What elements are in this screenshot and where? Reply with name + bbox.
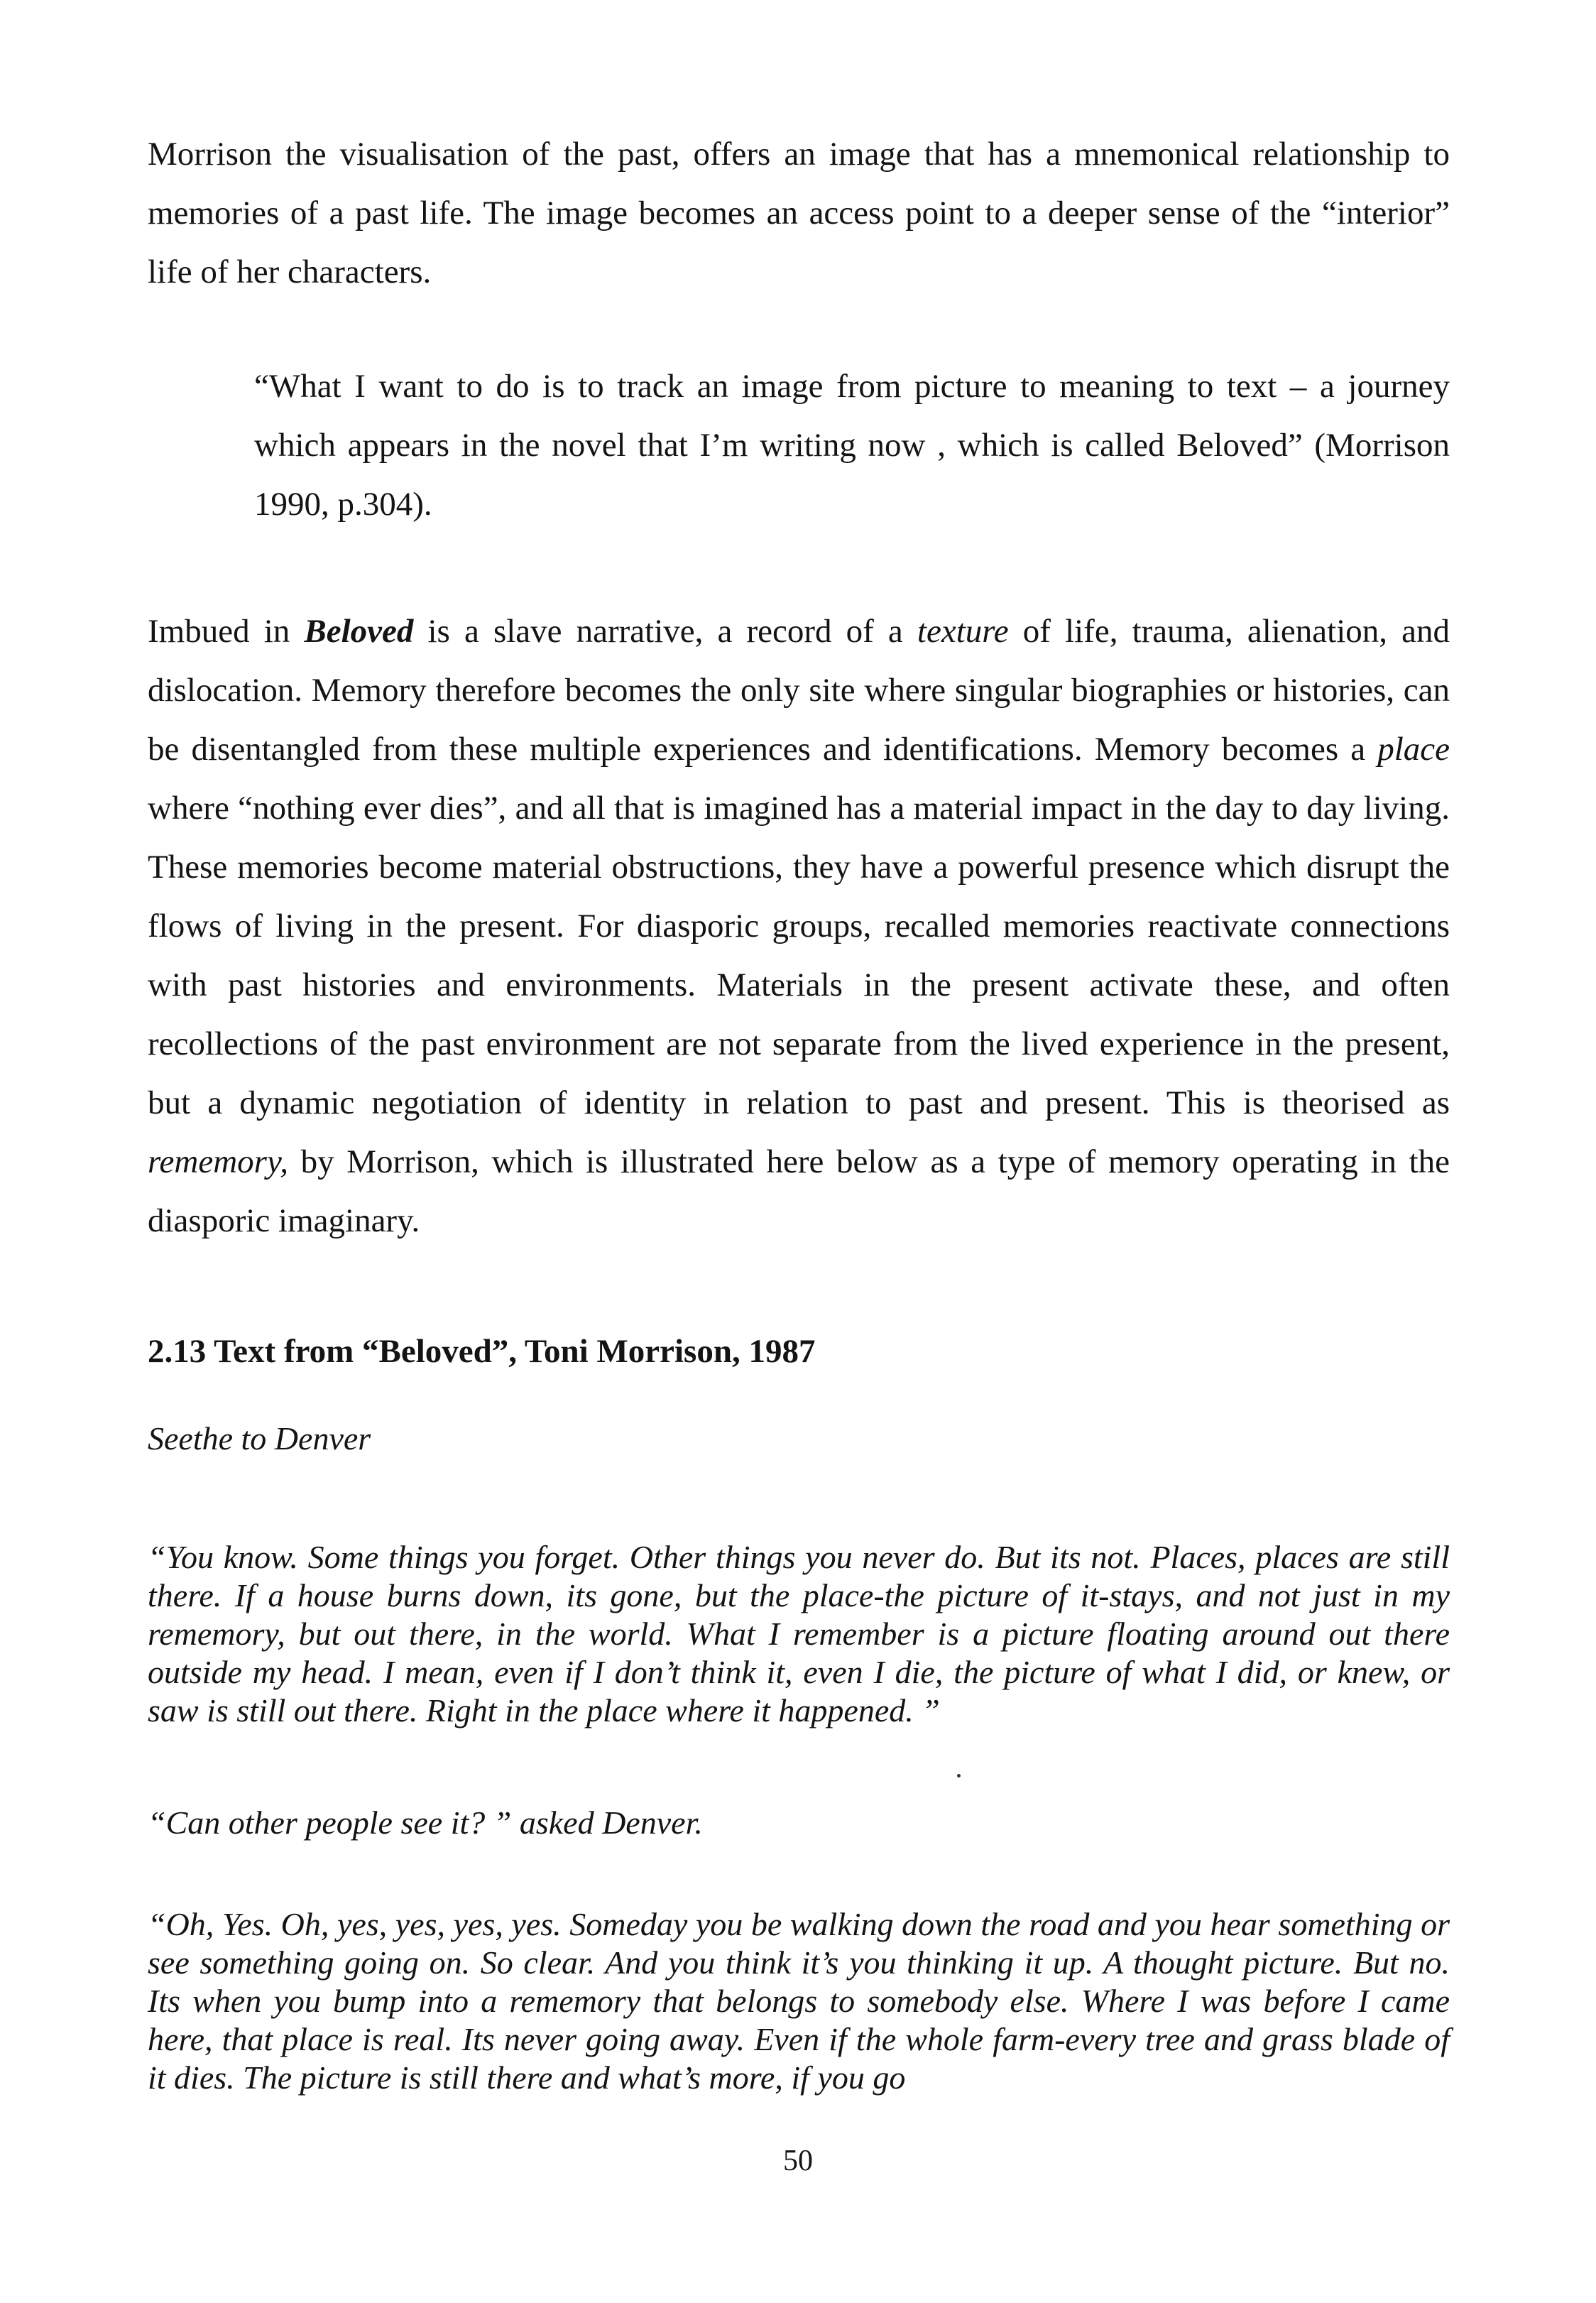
paragraph-text-2: is a slave narrative, a record of a [413, 613, 917, 650]
excerpt-passage-2: “Can other people see it? ” asked Denver. [148, 1804, 703, 1841]
title-beloved: Beloved [304, 613, 414, 650]
emphasis-texture: texture [917, 613, 1009, 650]
paragraph-text-4: where “nothing ever dies”, and all that is imagined has a material impact in the day to day living. These memories become material obstructions, they have a powerful presence which disrupt the flows of living in the present. For diasporic groups, recalled memories reactivate connections with past histories and environments. Materials in the present activate these, and often recollections of the past environment are not separate from the lived experience in the present, but a dynamic negotiation of identity in relation to past and present. This is theorised as [148, 790, 1450, 1121]
body-paragraph [148, 602, 1450, 1251]
block-quote: “What I want to do is to track an image from picture to meaning to text – a journey which appears in the novel that I’m writing now , which is called Beloved” (Morrison 1990, p.304). [254, 368, 1450, 523]
paragraph-text-1: Imbued in [148, 613, 305, 650]
page-number: 50 [783, 2145, 813, 2177]
excerpt-passage-3: “Oh, Yes. Oh, yes, yes, yes, yes. Someday you be walking down the road and you hear something or see something going on. So clear. And you think it’s you thinking it up. A thought picture. But no. Its when you bump into a rememory that belongs to somebody else. Where I was before I came here, that place is real. Its never going away. Even if the whole farm-every tree and grass blade of it dies. The picture is still there and what’s more, if you go [148, 1906, 1450, 2096]
paragraph-text-3: of life, trauma, alienation, and dislocation. Memory therefore becomes the only site where singular biographies or histories, can be disentangled from these multiple experiences and identifications. Memory becomes a [148, 613, 1450, 768]
emphasis-place: place [1377, 731, 1450, 768]
intro-paragraph: Morrison the visualisation of the past, offers an image that has a mnemonical relationship to memories of a past life. The image becomes an access point to a deeper sense of the “interior” life of her characters. [148, 136, 1450, 290]
paragraph-text-5: by Morrison, which is illustrated here below as a type of memory operating in the diasporic imaginary. [148, 1143, 1450, 1239]
section-heading: 2.13 Text from “Beloved”, Toni Morrison, 1987 [148, 1333, 816, 1370]
excerpt-label: Seethe to Denver [148, 1420, 371, 1457]
excerpt-passage-1: “You know. Some things you forget. Other things you never do. But its not. Places, places are still there. If a house burns down, its gone, but the place-the picture of it-stays, and not just in my rememory, but out there, in the world. What I remember is a picture floating around out there outside my head. I mean, even if I don’t think it, even I die, the picture of what I did, or knew, or saw is still out there. Right in the place where it happened. ” [148, 1539, 1450, 1728]
scan-speck [957, 1774, 961, 1777]
emphasis-rememory: rememory, [148, 1143, 288, 1180]
